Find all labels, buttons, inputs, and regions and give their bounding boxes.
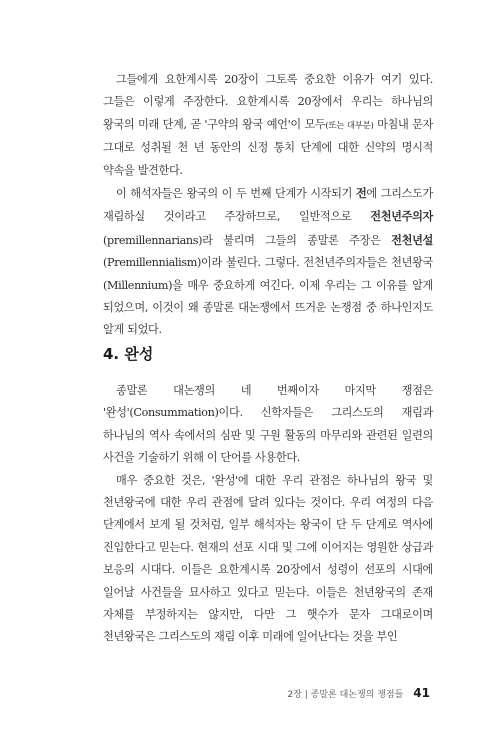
paragraph: 종말론 대논쟁의 네 번째이자 마지막 쟁점은 '완성'(Consummation)이다. 신학자들은 그리스도의 재림과 하나님의 역사 속에서의 심판 및 구원 활동의 마무리와 관련된 일련의 사건을 기술하기 위해 이 단어를 사용한다. [103,384,433,465]
paragraph [103,182,433,342]
body-text-bottom [103,380,433,649]
paragraph-text: 그들에게 요한계시록 20장이 그토록 중요한 이유가 여기 있다. 그들은 이렇게 주장한다. 요한계시록 20장에서 우리는 하나님의 왕국의 미래 단계, 곧 '구약의 왕국 예언'이 모두 [103,73,433,131]
paragraph-text: 에 그리스도가 재림하실 것이라고 주장하므로, 일반적으로 [103,187,433,224]
paragraph [103,69,433,182]
page-footer [287,686,430,700]
paragraph: 매우 중요한 것은, '완성'에 대한 우리 관점은 하나님의 왕국 및 천년왕국에 대한 우리 관점에 달려 있다는 것이다. 우리 여정의 다음 단계에서 보게 될 것처럼, 일부 해석자는 왕국이 단 두 단계로 역사에 진입한다고 믿는다. 현재의 선포 시대 및 그에 이어지는 영원한 상급과 보응의 시대다. 이들은 요한계시록 20장에서 성령이 선포의 시대에 일어날 사건들을 묘사하고 있다고 믿는다. 이들은 천년왕국의 존재 자체를 부정하지는 않지만, 다만 그 햇수가 문자 그대로이며 천년왕국은 그리스도의 재림 이후 미래에 일어난다는 것을 부인 [103,473,433,644]
page-number: 41 [413,686,430,700]
paragraph-text: 이 해석자들은 왕국의 이 두 번째 단계가 시작되기 [116,187,356,201]
emphasis-term: 전천년설 [391,232,433,247]
running-footer-chapter: 2장 | 종말론 대논쟁의 쟁점들 [287,690,404,700]
section-heading: 4. 완성 [103,345,154,363]
emphasis-text: 전 [355,186,367,201]
paragraph-text: 마침내 문자 그대로 성취될 천 년 동안의 신정 통치 단계에 대한 신약의 명시적 약속을 발견한다. [103,117,433,177]
paragraph-text: (premillennarians)라 불리며 그들의 종말론 주장은 [103,233,392,247]
body-text-top [103,69,433,342]
emphasis-term: 전천년주의자 [370,209,433,224]
paragraph-text: (Premillennialism)이라 불린다. 그렇다. 전천년주의자들은 천년왕국(Millennium)을 매우 중요하게 여긴다. 이제 우리는 그 이유를 알게 되었으며, 이것이 왜 종말론 대논쟁에서 뜨거운 논쟁점 중 하나인지도 알게 되었다. [103,256,433,337]
parenthetical-note: (또는 대부분) [325,120,374,131]
